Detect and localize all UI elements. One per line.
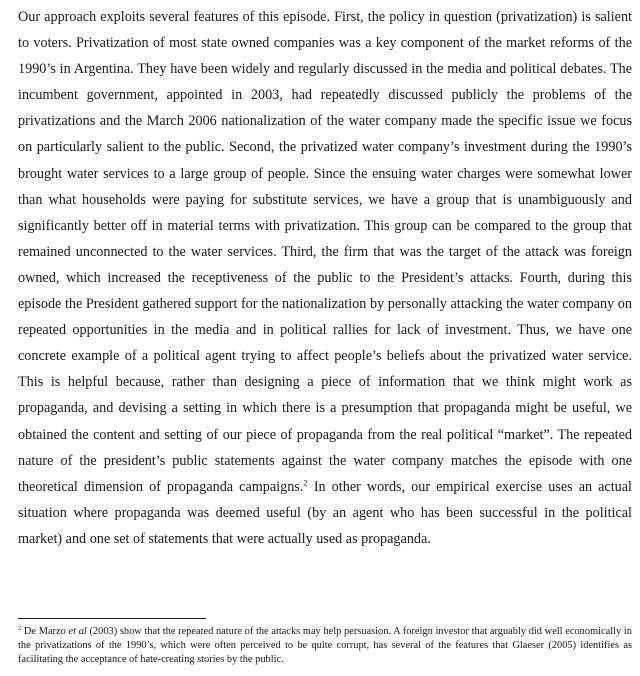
main-paragraph (18, 4, 632, 552)
footnote-divider (18, 618, 206, 619)
footnote-author: De Marzo (21, 626, 69, 637)
footnote (18, 625, 632, 666)
footnote-et-al: et al (68, 626, 87, 637)
footnote-reference[interactable]: 2 (303, 476, 308, 487)
paragraph-text-part-2: In other words, our empirical exercise uses an actual situation where propaganda was deemed useful (by an agent who has been successful in the political market) and one set of statements that were actually used as propaganda. (18, 478, 632, 547)
footnote-marker: 2 (18, 624, 22, 632)
paragraph-text-part-1: Our approach exploits several features of this episode. First, the policy in question (privatization) is salient to voters. Privatization of most state owned companies was a key component of the market reforms of the 1990’s in Argentina. They have been widely and regularly discussed in the media and political debates. The incumbent government, appointed in 2003, had repeatedly discussed publicly the problems of the privatizations and the March 2006 nationalization of the water company made the specific issue we focus on particularly salient to the public. Second, the privatized water company’s investment during the 1990’s brought water services to a large group of people. Since the ensuing water charges were somewhat lower than what households were paying for substitute services, we have a group that is unambiguously and significantly better off in material terms with privatization. This group can be compared to the group that remained unconnected to the water services. Third, the firm that was the target of the attack was foreign owned, which increased the receptiveness of the public to the President’s attacks. Fourth, during this episode the President gathered support for the nationalization by personally attacking the water company on repeated opportunities in the media and in political rallies for lack of investment. Thus, we have one concrete example of a political agent trying to affect people’s beliefs about the privatized water service. This is helpful because, rather than designing a piece of information that we think might work as propaganda, and devising a setting in which there is a presumption that propaganda might be useful, we obtained the content and setting of our piece of propaganda from the real political “market”. The repeated nature of the president’s public statements against the water company matches the episode with one theoretical dimension of propaganda campaigns. (18, 9, 632, 495)
footnote-paragraph (18, 625, 632, 666)
footnote-text: (2003) show that the repeated nature of the attacks may help persuasion. A foreign investor that arguably did well economically in the privatizations of the 1990’s, which were often perceived to be quite corrupt, has several of the features that Glaeser (2005) identifies as facilitating the acceptance of hate-creating stories by the public. (18, 626, 632, 665)
document-body (18, 4, 632, 552)
